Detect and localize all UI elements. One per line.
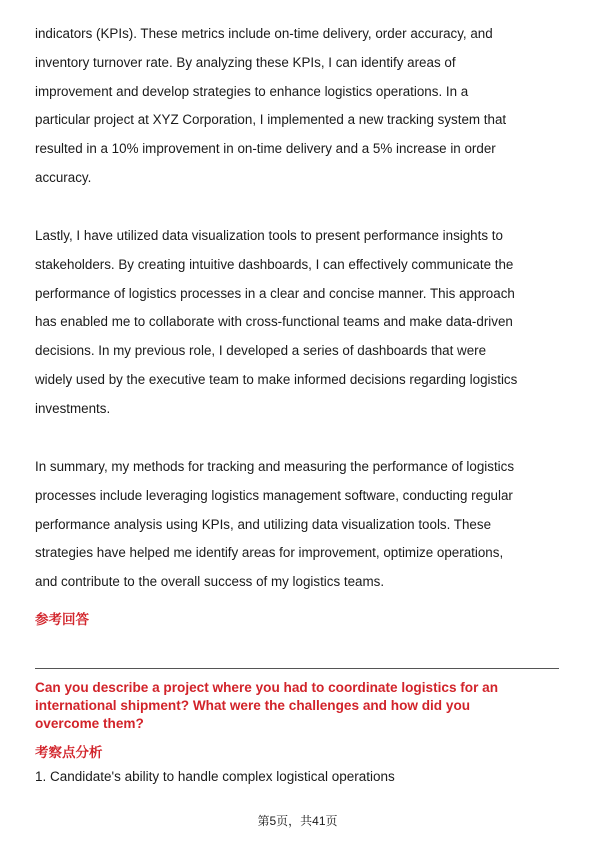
answer-paragraph-2 bbox=[35, 222, 561, 424]
paragraph-line: particular project at XYZ Corporation, I implemented a new tracking system that bbox=[35, 112, 507, 128]
answer-paragraph-3 bbox=[35, 453, 561, 597]
reference-answer-label: 参考回答 bbox=[35, 612, 89, 627]
paragraph-line: investments. bbox=[35, 400, 111, 416]
page-number-footer: 第5页，共41页 bbox=[257, 814, 338, 828]
section-divider bbox=[35, 668, 559, 669]
interview-question bbox=[35, 679, 561, 733]
analysis-label: 考察点分析 bbox=[35, 745, 103, 760]
paragraph-line: widely used by the executive team to make informed decisions regarding logistics bbox=[35, 371, 518, 387]
paragraph-line: processes include leveraging logistics management software, conducting regular bbox=[35, 487, 513, 503]
paragraph-line: improvement and develop strategies to enhance logistics operations. In a bbox=[35, 83, 469, 99]
paragraph-line: strategies have helped me identify areas for improvement, optimize operations, bbox=[35, 545, 504, 561]
paragraph-line: performance analysis using KPIs, and utilizing data visualization tools. These bbox=[35, 516, 492, 532]
paragraph-line: performance of logistics processes in a clear and concise manner. This approach bbox=[35, 285, 515, 301]
paragraph-line: and contribute to the overall success of my logistics teams. bbox=[35, 574, 385, 590]
paragraph-line: Lastly, I have utilized data visualization tools to present performance insights to bbox=[35, 228, 503, 243]
question-line: Can you describe a project where you had to coordinate logistics for an bbox=[35, 680, 499, 695]
question-line: overcome them? bbox=[35, 716, 144, 731]
paragraph-line: accuracy. bbox=[35, 169, 92, 185]
paragraph-line: has enabled me to collaborate with cross-functional teams and make data-driven bbox=[35, 314, 513, 330]
paragraph-line: inventory turnover rate. By analyzing these KPIs, I can identify areas of bbox=[35, 54, 456, 70]
paragraph-line: stakeholders. By creating intuitive dashboards, I can effectively communicate the bbox=[35, 256, 514, 272]
answer-paragraph-1 bbox=[35, 20, 561, 193]
question-line: international shipment? What were the challenges and how did you bbox=[35, 698, 471, 713]
paragraph-line: indicators (KPIs). These metrics include on-time delivery, order accuracy, and bbox=[35, 26, 493, 41]
analysis-point: 1. Candidate's ability to handle complex logistical operations bbox=[35, 769, 395, 784]
paragraph-line: decisions. In my previous role, I developed a series of dashboards that were bbox=[35, 343, 487, 359]
paragraph-line: resulted in a 10% improvement in on-time delivery and a 5% increase in order bbox=[35, 141, 496, 157]
paragraph-line: In summary, my methods for tracking and measuring the performance of logistics bbox=[35, 459, 515, 474]
